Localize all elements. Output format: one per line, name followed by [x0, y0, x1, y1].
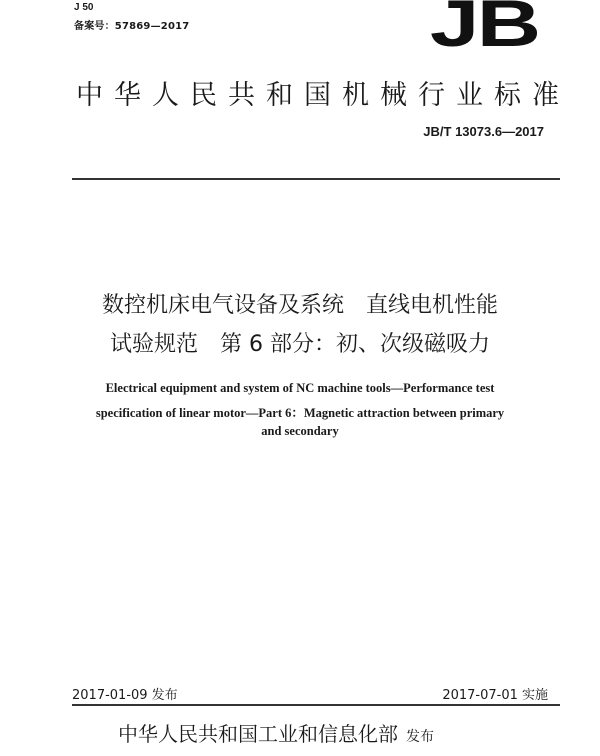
title-zh-line-2: 试验规范 第 6 部分：初、次级磁吸力 — [110, 332, 490, 357]
header-divider — [72, 178, 560, 180]
classification-code: J 50 — [74, 2, 94, 13]
publisher-suffix: 发布 — [406, 729, 434, 745]
footer-divider — [72, 704, 560, 706]
title-en-line-1: Electrical equipment and system of NC machine tools—Performance test — [105, 381, 495, 395]
jb-logo: JB — [429, 0, 538, 60]
title-en-line-2: specification of linear motor—Part 6：Magnetic attraction between primary — [95, 406, 505, 420]
standard-number: JB/T 13073.6—2017 — [423, 124, 544, 139]
title-zh-line-1: 数控机床电气设备及系统 直线电机性能 — [101, 293, 498, 318]
title-en-line-3: and secondary — [261, 424, 339, 438]
implementation-date: 2017-07-01 实施 — [442, 688, 548, 703]
issue-date: 2017-01-09 发布 — [72, 688, 178, 703]
standard-category: 中华人民共和国机械行业标准 — [76, 80, 570, 111]
publisher-name: 中华人民共和国工业和信息化部 — [118, 722, 398, 746]
publisher — [118, 718, 434, 747]
record-number: 备案号：57869—2017 — [74, 21, 190, 32]
